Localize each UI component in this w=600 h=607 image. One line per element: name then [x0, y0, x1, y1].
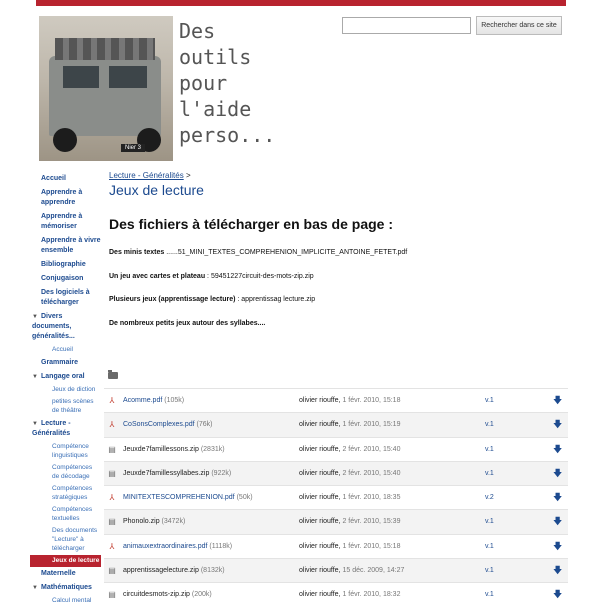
file-size: (76k) [196, 421, 213, 429]
sidebar-subitem[interactable]: Compétences textuelles [52, 506, 93, 522]
paragraph-syllabes: De nombreux petits jeux autour des syllabes.... [109, 320, 266, 327]
file-row [104, 509, 568, 533]
sidebar-item-label: Apprendre à apprendre [41, 189, 83, 206]
file-link[interactable]: Jeuxde7famillessons.zip [123, 445, 199, 453]
file-author-cell [299, 421, 400, 428]
file-name-cell [123, 591, 212, 598]
download-icon[interactable]: 🡇 [553, 467, 563, 478]
file-author: olivier riouffe, [299, 567, 341, 575]
sidebar-item[interactable] [30, 186, 101, 210]
pdf-file-icon: ⅄ [109, 396, 115, 405]
file-author: olivier riouffe, [299, 518, 341, 526]
header-truck-photo [39, 16, 173, 161]
download-icon[interactable]: 🡇 [553, 419, 563, 430]
sidebar-subitem[interactable]: Compétences de décodage [52, 464, 93, 480]
file-row [104, 485, 568, 509]
file-author-cell [299, 470, 400, 477]
file-name-cell [123, 446, 225, 453]
file-version-link[interactable]: v.1 [485, 591, 494, 599]
file-size: (922k) [211, 469, 232, 477]
file-version-link[interactable]: v.1 [485, 567, 494, 575]
sidebar-item[interactable] [30, 310, 101, 344]
file-row [104, 534, 568, 558]
file-author-cell [299, 446, 400, 453]
file-size: (3472k) [161, 518, 186, 526]
sidebar-item-label: Lecture - Généralités [32, 420, 71, 437]
file-link[interactable]: animauxextraordinaires.pdf [123, 542, 208, 550]
file-date: 1 févr. 2010, 15:19 [342, 421, 401, 429]
file-size: (1118k) [209, 542, 233, 550]
file-name-cell [123, 518, 185, 525]
expand-triangle-icon[interactable]: ▼ [32, 374, 38, 380]
file-version-link[interactable]: v.1 [485, 397, 494, 404]
expand-triangle-icon[interactable]: ▼ [32, 585, 38, 591]
download-icon[interactable]: 🡇 [553, 492, 563, 503]
search-button[interactable]: Rechercher dans ce site [476, 16, 562, 35]
expand-triangle-icon[interactable]: ▼ [32, 421, 38, 427]
sidebar-item[interactable] [30, 356, 101, 370]
file-date: 1 févr. 2010, 18:35 [342, 494, 401, 502]
sidebar-item[interactable] [30, 258, 101, 272]
zip-file-icon: ▤ [108, 468, 116, 478]
file-row [104, 437, 568, 461]
file-date: 1 févr. 2010, 18:32 [342, 591, 401, 599]
file-link[interactable]: apprentissagelecture.zip [123, 567, 199, 575]
top-accent-bar [36, 0, 566, 6]
sidebar-subitem[interactable]: Des documents "Lecture" à télécharger [52, 527, 98, 552]
file-author-cell [299, 591, 400, 598]
sidebar-item-label: Bibliographie [41, 261, 86, 268]
paragraph-jeu-cartes: Un jeu avec cartes et plateau : 59451227circuit-des-mots-zip.zip [109, 273, 314, 280]
file-author: olivier riouffe, [299, 591, 341, 599]
file-name-cell [123, 567, 225, 574]
download-icon[interactable]: 🡇 [553, 565, 563, 576]
download-icon[interactable]: 🡇 [553, 516, 563, 527]
sidebar-subitem[interactable]: Compétences stratégiques [52, 485, 93, 501]
sidebar-item-label: Conjugaison [41, 275, 84, 282]
sidebar-item-label: Apprendre à vivre ensemble [41, 237, 101, 254]
file-version-link[interactable]: v.1 [485, 421, 494, 429]
file-date: 15 déc. 2009, 14:27 [342, 567, 405, 575]
sidebar-item[interactable] [30, 210, 101, 234]
download-icon[interactable]: 🡇 [553, 589, 563, 600]
file-author: olivier riouffe, [299, 494, 341, 502]
file-name-cell [123, 421, 213, 428]
sidebar-subitem[interactable]: Jeux de diction [52, 386, 96, 393]
sidebar-item-label: Mathématiques [41, 584, 92, 591]
download-icon[interactable]: 🡇 [553, 443, 563, 454]
file-version-link[interactable]: v.2 [485, 494, 494, 502]
file-row [104, 558, 568, 582]
sidebar-subitem[interactable]: petites scènes de théâtre [52, 398, 94, 414]
truck-plate: Nier 3 [121, 144, 145, 152]
file-date: 2 févr. 2010, 15:39 [342, 518, 401, 526]
file-date: 1 févr. 2010, 15:18 [342, 397, 401, 404]
zip-file-icon: ▤ [108, 590, 116, 600]
download-icon[interactable]: 🡇 [553, 540, 563, 551]
file-name-cell [123, 470, 231, 477]
file-size: (105k) [164, 397, 185, 404]
paragraph-plusieurs-jeux: Plusieurs jeux (apprentissage lecture) : apprentissag lecture.zip [109, 296, 316, 303]
zip-file-icon: ▤ [108, 517, 116, 527]
section-heading: Des fichiers à télécharger en bas de page : [109, 216, 394, 232]
file-version-link[interactable]: v.1 [485, 469, 494, 477]
attachments-list [104, 388, 568, 607]
file-author: olivier riouffe, [299, 397, 341, 404]
file-author: olivier riouffe, [299, 421, 341, 429]
file-link[interactable]: circuitdesmots-zip.zip [123, 591, 190, 599]
file-author-cell [299, 543, 400, 550]
file-author-cell [299, 397, 400, 404]
file-size: (200k) [191, 591, 212, 599]
sidebar-item[interactable] [30, 370, 101, 384]
sidebar-item-label: Grammaire [41, 359, 78, 366]
sidebar-item-label: Des logiciels à télécharger [41, 289, 90, 306]
breadcrumb [109, 171, 191, 180]
sidebar-item[interactable] [30, 286, 101, 310]
file-link[interactable]: Jeuxde7famillessyllabes.zip [123, 469, 210, 477]
sidebar-item[interactable] [30, 272, 101, 286]
page-title: Jeux de lecture [109, 182, 204, 198]
sidebar-subitem[interactable]: Accueil [52, 346, 73, 353]
site-title[interactable]: Des outils pour l'aide perso... [179, 19, 276, 147]
file-version-link[interactable]: v.1 [485, 445, 494, 453]
file-link[interactable]: Phonolo.zip [123, 518, 160, 526]
zip-file-icon: ▤ [108, 444, 116, 454]
file-version-link[interactable]: v.1 [485, 518, 494, 526]
file-date: 1 févr. 2010, 15:18 [342, 542, 401, 550]
file-date: 2 févr. 2010, 15:40 [342, 445, 401, 453]
file-size: (2831k) [200, 445, 225, 453]
breadcrumb-link[interactable]: Lecture - Généralités [109, 171, 184, 180]
pdf-file-icon: ⅄ [109, 493, 115, 503]
file-name-cell [123, 397, 184, 404]
search-input[interactable] [342, 17, 471, 34]
sidebar-item[interactable] [30, 417, 101, 441]
file-row [104, 461, 568, 485]
sidebar-item-label: Divers documents, généralités... [32, 313, 75, 340]
expand-triangle-icon[interactable]: ▼ [32, 314, 38, 320]
file-row [104, 388, 568, 412]
file-size: (8132k) [200, 567, 225, 575]
zip-file-icon: ▤ [108, 566, 116, 576]
sidebar-item-label: Langage oral [41, 373, 85, 380]
file-author-cell [299, 567, 404, 574]
truck-body [49, 56, 161, 136]
sidebar-item[interactable] [30, 567, 101, 581]
paragraph-minis-textes: Des minis textes ......51_MINI_TEXTES_COMPREHENION_IMPLICITE_ANTOINE_FETET.pdf [109, 249, 408, 256]
sidebar-item-label: Maternelle [41, 570, 76, 577]
file-author-cell [299, 518, 400, 525]
file-author: olivier riouffe, [299, 469, 341, 477]
sidebar-item[interactable] [30, 234, 101, 258]
sidebar-subitem[interactable]: Calcul mental [52, 597, 92, 604]
file-author-cell [299, 494, 400, 501]
truck-roof-rack [55, 38, 155, 60]
download-icon[interactable]: 🡇 [553, 395, 563, 405]
file-size: (50k) [236, 494, 253, 502]
file-link[interactable]: Acomme.pdf [123, 397, 163, 404]
sidebar-subitem[interactable]: Compétence linguistiques [52, 443, 89, 459]
sidebar-item-label: Accueil [41, 175, 66, 182]
file-row [104, 582, 568, 606]
file-row [104, 412, 568, 436]
file-name-cell [123, 494, 253, 501]
breadcrumb-separator: > [185, 171, 191, 180]
truck-wheel [53, 128, 77, 152]
file-version-link[interactable]: v.1 [485, 542, 494, 550]
pdf-file-icon: ⅄ [109, 420, 115, 430]
file-author: olivier riouffe, [299, 445, 341, 453]
sidebar-subitem[interactable]: Jeux de lecture [30, 555, 101, 567]
pdf-file-icon: ⅄ [109, 541, 115, 551]
file-link[interactable]: CoSonsComplexes.pdf [123, 421, 195, 429]
file-date: 2 févr. 2010, 15:40 [342, 469, 401, 477]
file-name-cell [123, 543, 232, 550]
sidebar-item-label: Apprendre à mémoriser [41, 213, 83, 230]
sidebar-item[interactable] [30, 172, 101, 186]
folder-icon [108, 372, 118, 379]
file-author: olivier riouffe, [299, 542, 341, 550]
file-link[interactable]: MINITEXTESCOMPREHENION.pdf [123, 494, 235, 502]
sidebar-nav [30, 172, 101, 607]
sidebar-item[interactable] [30, 581, 101, 595]
